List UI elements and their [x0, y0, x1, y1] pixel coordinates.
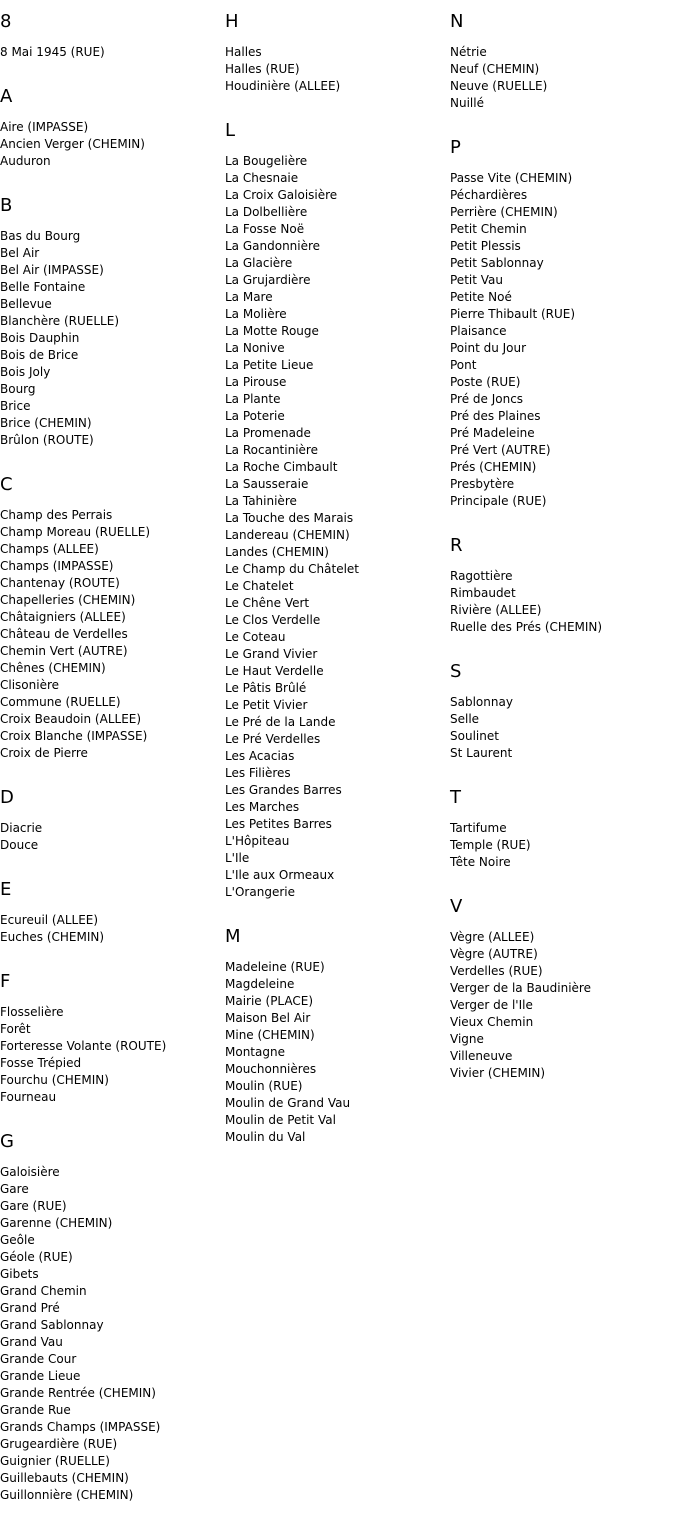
street-name: Galoisière — [0, 1165, 60, 1179]
street-name: Le Chatelet — [225, 579, 294, 593]
street-name: Grand Sablonnay — [0, 1318, 104, 1332]
street-name: Blanchère (RUELLE) — [0, 314, 119, 328]
street-list — [0, 44, 222, 61]
street-name: Passe Vite (CHEMIN) — [450, 171, 573, 185]
street-index-column-1 — [0, 12, 222, 1530]
street-name: Prés (CHEMIN) — [450, 460, 537, 474]
street-name: Douce — [0, 838, 39, 852]
street-name: Perrière (CHEMIN) — [450, 205, 558, 219]
street-name: Le Grand Vivier — [225, 647, 318, 661]
street-name: Chênes (CHEMIN) — [0, 661, 106, 675]
letter-heading: B — [0, 195, 13, 216]
street-name: Grand Pré — [0, 1301, 60, 1315]
street-name: Landereau (CHEMIN) — [225, 528, 350, 542]
letter-group — [450, 536, 672, 636]
street-name: Garenne (CHEMIN) — [0, 1216, 113, 1230]
street-index-column-2 — [225, 12, 447, 1172]
street-name: Croix de Pierre — [0, 746, 88, 760]
street-name: Grande Rue — [0, 1403, 71, 1417]
street-list — [225, 153, 447, 901]
street-list — [450, 929, 672, 1082]
street-name: La Molière — [225, 307, 287, 321]
street-name: Landes (CHEMIN) — [225, 545, 329, 559]
street-name: Nuillé — [450, 96, 484, 110]
street-name: Bellevue — [0, 297, 52, 311]
street-name: Verdelles (RUE) — [450, 964, 543, 978]
street-name: Le Chêne Vert — [225, 596, 310, 610]
street-name: Ragottière — [450, 569, 513, 583]
street-name: Petit Sablonnay — [450, 256, 544, 270]
street-name: Petit Plessis — [450, 239, 521, 253]
street-name: La Glacière — [225, 256, 293, 270]
street-name: Bois de Brice — [0, 348, 79, 362]
street-list — [450, 170, 672, 510]
street-list — [450, 820, 672, 871]
street-name: Plaisance — [450, 324, 507, 338]
street-name: La Petite Lieue — [225, 358, 314, 372]
street-name: Tartifume — [450, 821, 507, 835]
street-name: La Croix Galoisière — [225, 188, 338, 202]
street-name: Moulin de Grand Vau — [225, 1096, 351, 1110]
street-name: La Mare — [225, 290, 273, 304]
street-name: Vivier (CHEMIN) — [450, 1066, 546, 1080]
street-name: Grande Cour — [0, 1352, 77, 1366]
street-name: Bel Air — [0, 246, 40, 260]
street-name: Magdeleine — [225, 977, 295, 991]
street-name: Les Petites Barres — [225, 817, 332, 831]
street-name: Le Pré Verdelles — [225, 732, 321, 746]
street-name: Temple (RUE) — [450, 838, 531, 852]
street-name: Petit Chemin — [450, 222, 527, 236]
street-name: Grand Vau — [0, 1335, 63, 1349]
street-name: Les Marches — [225, 800, 300, 814]
street-name: Bel Air (IMPASSE) — [0, 263, 104, 277]
letter-group — [0, 196, 222, 449]
street-name: Champs (ALLEE) — [0, 542, 99, 556]
street-name: Forteresse Volante (ROUTE) — [0, 1039, 167, 1053]
street-name: Moulin du Val — [225, 1130, 306, 1144]
street-name: Les Acacias — [225, 749, 295, 763]
street-name: Mairie (PLACE) — [225, 994, 314, 1008]
street-name: La Gandonnière — [225, 239, 321, 253]
street-name: La Grujardière — [225, 273, 311, 287]
street-list — [0, 507, 222, 762]
street-name: Pré des Plaines — [450, 409, 541, 423]
street-name: Croix Beaudoin (ALLEE) — [0, 712, 142, 726]
letter-group — [0, 880, 222, 946]
street-name: Point du Jour — [450, 341, 527, 355]
street-name: La Bougelière — [225, 154, 308, 168]
street-name: Guignier (RUELLE) — [0, 1454, 110, 1468]
street-name: Madeleine (RUE) — [225, 960, 325, 974]
street-name: Pré Madeleine — [450, 426, 535, 440]
street-name: Grands Champs (IMPASSE) — [0, 1420, 161, 1434]
street-list — [450, 44, 672, 112]
street-name: Auduron — [0, 154, 51, 168]
street-list — [0, 1164, 222, 1504]
letter-group — [450, 138, 672, 510]
street-name: Le Pâtis Brûlé — [225, 681, 307, 695]
street-name: Neuf (CHEMIN) — [450, 62, 540, 76]
letter-heading: S — [450, 661, 462, 682]
street-name: Vigne — [450, 1032, 484, 1046]
street-name: Gare — [0, 1182, 29, 1196]
street-name: Les Grandes Barres — [225, 783, 342, 797]
letter-heading: 8 — [0, 11, 12, 32]
street-list — [0, 1004, 222, 1106]
street-list — [450, 568, 672, 636]
street-name: Grande Lieue — [0, 1369, 81, 1383]
street-name: Grand Chemin — [0, 1284, 87, 1298]
street-name: Fourchu (CHEMIN) — [0, 1073, 109, 1087]
letter-heading: H — [225, 11, 239, 32]
street-name: La Dolbellière — [225, 205, 308, 219]
street-name: Geôle — [0, 1233, 35, 1247]
street-name: L'Hôpiteau — [225, 834, 290, 848]
street-name: Brûlon (ROUTE) — [0, 433, 94, 447]
street-name: Mine (CHEMIN) — [225, 1028, 315, 1042]
street-name: Petit Vau — [450, 273, 503, 287]
letter-heading: A — [0, 86, 13, 107]
street-name: Brice (CHEMIN) — [0, 416, 92, 430]
letter-group — [450, 12, 672, 112]
street-name: Clisonière — [0, 678, 60, 692]
street-name: Géole (RUE) — [0, 1250, 73, 1264]
street-name: Rivière (ALLEE) — [450, 603, 542, 617]
street-name: Chemin Vert (AUTRE) — [0, 644, 128, 658]
letter-heading: R — [450, 535, 463, 556]
street-name: Champ des Perrais — [0, 508, 113, 522]
street-list — [0, 228, 222, 449]
street-name: Champ Moreau (RUELLE) — [0, 525, 150, 539]
street-name: La Nonive — [225, 341, 285, 355]
letter-group — [450, 897, 672, 1082]
letter-heading: T — [450, 787, 461, 808]
street-name: Le Coteau — [225, 630, 286, 644]
street-name: La Poterie — [225, 409, 285, 423]
street-name: Le Clos Verdelle — [225, 613, 321, 627]
street-name: Ruelle des Prés (CHEMIN) — [450, 620, 603, 634]
street-name: La Tahinière — [225, 494, 297, 508]
street-name: Gibets — [0, 1267, 39, 1281]
street-name: La Plante — [225, 392, 281, 406]
street-name: Halles (RUE) — [225, 62, 300, 76]
street-name: Chapelleries (CHEMIN) — [0, 593, 136, 607]
street-name: Bourg — [0, 382, 36, 396]
street-list — [450, 694, 672, 762]
street-name: Sablonnay — [450, 695, 513, 709]
street-name: Petite Noé — [450, 290, 512, 304]
street-name: L'Ile — [225, 851, 250, 865]
street-name: Vègre (AUTRE) — [450, 947, 538, 961]
street-name: Tête Noire — [450, 855, 511, 869]
letter-group — [0, 12, 222, 61]
street-name: Le Petit Vivier — [225, 698, 308, 712]
street-name: Verger de l'Ile — [450, 998, 533, 1012]
street-name: Chantenay (ROUTE) — [0, 576, 120, 590]
street-name: Vègre (ALLEE) — [450, 930, 535, 944]
street-name: Le Haut Verdelle — [225, 664, 324, 678]
letter-heading: C — [0, 474, 13, 495]
street-index-column-3 — [450, 12, 672, 1108]
street-name: Châtaigniers (ALLEE) — [0, 610, 126, 624]
street-name: Brice — [0, 399, 31, 413]
street-name: Bas du Bourg — [0, 229, 81, 243]
street-name: Forêt — [0, 1022, 31, 1036]
street-name: Croix Blanche (IMPASSE) — [0, 729, 148, 743]
street-name: Vieux Chemin — [450, 1015, 534, 1029]
street-name: Rimbaudet — [450, 586, 516, 600]
street-name: 8 Mai 1945 (RUE) — [0, 45, 105, 59]
letter-group — [225, 927, 447, 1146]
street-list — [0, 119, 222, 170]
letter-group — [450, 788, 672, 871]
letter-group — [0, 972, 222, 1106]
letter-group — [0, 475, 222, 762]
street-name: Bois Joly — [0, 365, 51, 379]
street-name: Diacrie — [0, 821, 43, 835]
street-name: Le Pré de la Lande — [225, 715, 336, 729]
street-name: Halles — [225, 45, 262, 59]
street-name: Moulin de Petit Val — [225, 1113, 336, 1127]
street-name: Guillonnière (CHEMIN) — [0, 1488, 134, 1502]
letter-heading: E — [0, 879, 12, 900]
street-name: La Rocantinière — [225, 443, 318, 457]
street-list — [225, 44, 447, 95]
street-list — [0, 820, 222, 854]
street-name: L'Ile aux Ormeaux — [225, 868, 335, 882]
street-name: Neuve (RUELLE) — [450, 79, 548, 93]
letter-heading: L — [225, 120, 236, 141]
street-name: Aire (IMPASSE) — [0, 120, 89, 134]
street-name: Villeneuve — [450, 1049, 513, 1063]
street-name: Principale (RUE) — [450, 494, 547, 508]
street-name: Poste (RUE) — [450, 375, 521, 389]
street-name: Château de Verdelles — [0, 627, 128, 641]
letter-group — [0, 1132, 222, 1504]
street-name: Guillebauts (CHEMIN) — [0, 1471, 129, 1485]
street-name: Pré de Joncs — [450, 392, 524, 406]
street-name: Péchardières — [450, 188, 528, 202]
letter-heading: F — [0, 971, 11, 992]
street-name: La Motte Rouge — [225, 324, 319, 338]
street-name: La Chesnaie — [225, 171, 299, 185]
street-name: La Fosse Noë — [225, 222, 305, 236]
street-name: Pont — [450, 358, 477, 372]
street-name: Montagne — [225, 1045, 285, 1059]
letter-heading: P — [450, 137, 461, 158]
letter-heading: G — [0, 1131, 14, 1152]
street-name: Ecureuil (ALLEE) — [0, 913, 99, 927]
street-name: L'Orangerie — [225, 885, 295, 899]
street-name: Gare (RUE) — [0, 1199, 67, 1213]
street-list — [0, 912, 222, 946]
street-name: Ancien Verger (CHEMIN) — [0, 137, 145, 151]
letter-group — [0, 87, 222, 170]
street-name: Grugeardière (RUE) — [0, 1437, 118, 1451]
street-name: Grande Rentrée (CHEMIN) — [0, 1386, 156, 1400]
street-name: Verger de la Baudinière — [450, 981, 591, 995]
street-name: Selle — [450, 712, 480, 726]
street-name: Commune (RUELLE) — [0, 695, 121, 709]
street-name: Pré Vert (AUTRE) — [450, 443, 551, 457]
street-name: Champs (IMPASSE) — [0, 559, 114, 573]
street-name: Soulinet — [450, 729, 499, 743]
street-name: Le Champ du Châtelet — [225, 562, 360, 576]
street-name: Bois Dauphin — [0, 331, 80, 345]
street-name: Fosse Trépied — [0, 1056, 82, 1070]
street-list — [225, 959, 447, 1146]
street-name: Euches (CHEMIN) — [0, 930, 105, 944]
street-name: Mouchonnières — [225, 1062, 317, 1076]
street-name: Flosselière — [0, 1005, 64, 1019]
street-name: St Laurent — [450, 746, 513, 760]
street-name: La Promenade — [225, 426, 311, 440]
letter-heading: M — [225, 926, 241, 947]
street-name: Pierre Thibault (RUE) — [450, 307, 576, 321]
street-name: La Roche Cimbault — [225, 460, 338, 474]
letter-group — [450, 662, 672, 762]
letter-heading: V — [450, 896, 463, 917]
letter-heading: D — [0, 787, 14, 808]
street-name: La Pirouse — [225, 375, 287, 389]
street-name: Belle Fontaine — [0, 280, 86, 294]
street-name: Maison Bel Air — [225, 1011, 311, 1025]
letter-heading: N — [450, 11, 464, 32]
street-name: Moulin (RUE) — [225, 1079, 303, 1093]
street-name: La Sausseraie — [225, 477, 309, 491]
street-name: Les Filières — [225, 766, 291, 780]
street-name: Houdinière (ALLEE) — [225, 79, 341, 93]
letter-group — [225, 12, 447, 95]
street-name: Presbytère — [450, 477, 515, 491]
letter-group — [225, 121, 447, 901]
street-name: Fourneau — [0, 1090, 57, 1104]
street-name: La Touche des Marais — [225, 511, 354, 525]
street-name: Nétrie — [450, 45, 487, 59]
letter-group — [0, 788, 222, 854]
